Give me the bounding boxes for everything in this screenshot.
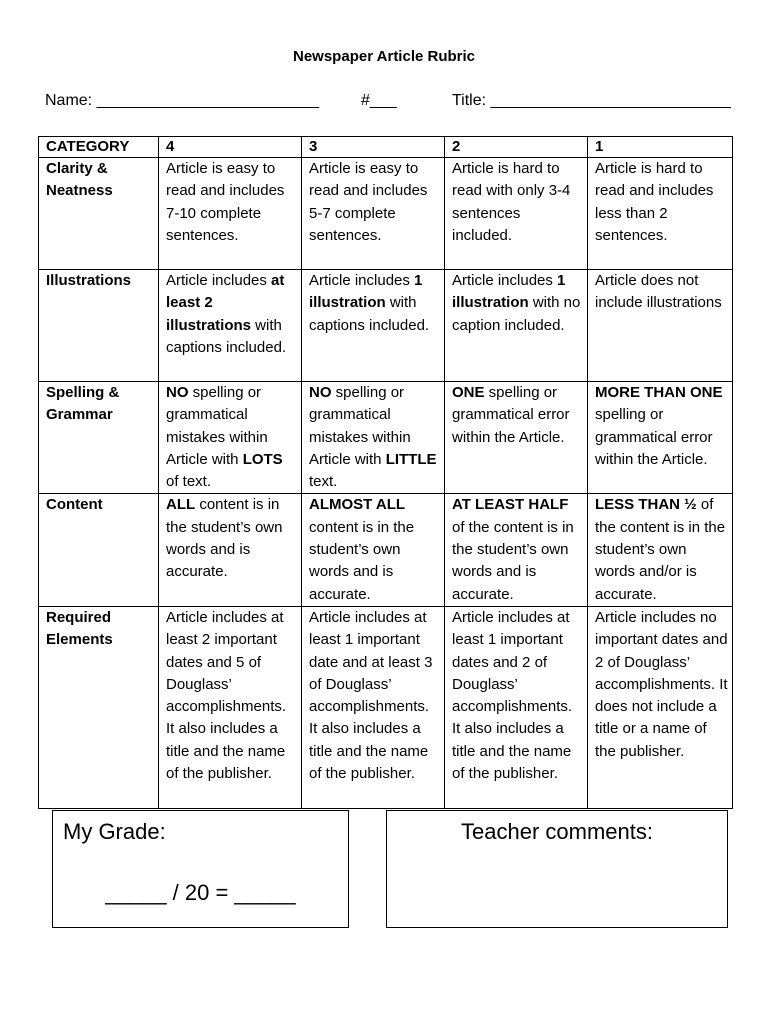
rubric-cell-emphasis: NO [166,384,189,401]
rubric-row [39,494,733,606]
rubric-cell-emphasis: LESS THAN ½ [595,496,697,514]
rubric-cell-text: of the content is in the student’s own words and/or is accurate. [595,496,726,603]
rubric-cell-text: Article includes [166,272,272,289]
rubric-cell-score-1 [588,606,733,808]
rubric-cell-text: spelling or grammatical mistakes within Article with [309,384,411,468]
rubric-cell-text: of the content is in the student’s own words and is accurate. [452,518,574,603]
rubric-cell-score-2 [445,606,588,808]
rubric-cell-score-4 [159,270,302,382]
rubric-cell-score-3 [302,158,445,270]
rubric-cell-text: spelling or grammatical mistakes within Article with [166,384,268,468]
rubric-cell-score-4 [159,494,302,606]
rubric-category-cell: Spelling & Grammar [39,382,159,494]
rubric-cell-text: spelling or grammatical error within the Article. [595,406,713,468]
rubric-cell-emphasis: 1 illustration [452,272,566,312]
rubric-cell-score-3 [302,606,445,808]
rubric-category-cell: Clarity & Neatness [39,158,159,270]
rubric-cell-score-1 [588,270,733,382]
rubric-table [38,136,733,809]
name-field-line: Name: _________________________ [45,92,320,109]
rubric-cell-text: Article includes [309,272,415,289]
title-field-line: Title: ___________________________ [452,92,731,109]
rubric-cell-text: Article includes at least 1 important date and at least 3 of Douglass’ accomplishments. It also includes a title and the name of the publisher. [309,608,433,783]
rubric-cell-score-4 [159,158,302,270]
rubric-cell-text: with captions included. [309,294,430,334]
number-field-line: #___ [361,92,397,109]
rubric-cell-emphasis: LITTLE [385,450,437,468]
rubric-cell-text: Article is hard to read and includes less than 2 sentences. [595,160,714,244]
rubric-cell-text: with no caption included. [452,294,581,334]
rubric-cell-score-3 [302,270,445,382]
rubric-row [39,270,733,382]
rubric-cell-text: with captions included. [166,316,287,356]
teacher-comments-box [386,810,728,928]
my-grade-label: My Grade: [63,819,166,844]
rubric-cell-score-3 [302,382,445,494]
rubric-cell-score-2 [445,382,588,494]
my-grade-box [52,810,349,928]
header-score-1: 1 [588,137,733,158]
rubric-cell-emphasis: AT LEAST HALF [452,496,569,514]
rubric-cell-text: Article includes at least 2 important dates and 5 of Douglass’ accomplishments. It also includes a title and the name of the publisher. [166,608,287,783]
rubric-cell-emphasis: MORE THAN ONE [595,384,723,401]
grade-formula: _____ / 20 = _____ [105,880,296,905]
rubric-cell-text: spelling or grammatical error within the Article. [452,384,570,446]
page-title: Newspaper Article Rubric [293,48,475,65]
rubric-cell-emphasis: LOTS [242,450,283,468]
rubric-cell-text: Article includes [452,272,558,289]
rubric-cell-emphasis: ALL [166,496,196,514]
rubric-cell-score-2 [445,158,588,270]
rubric-cell-score-2 [445,494,588,606]
rubric-cell-text: Article is easy to read and includes 7-10 complete sentences. [166,160,285,244]
teacher-comments-label: Teacher comments: [461,819,653,844]
rubric-row [39,606,733,808]
header-score-2: 2 [445,137,588,158]
rubric-cell-emphasis: NO [309,384,332,401]
rubric-cell-text: Article includes no important dates and 2 of Douglass’ accomplishments. It does not include a title or a name of the publisher. [595,608,728,760]
rubric-cell-text: Article is hard to read with only 3-4 sentences included. [452,160,571,244]
rubric-cell-text: text. [309,473,338,491]
rubric-category-cell: Illustrations [39,270,159,382]
header-category: CATEGORY [39,137,159,158]
rubric-cell-text: Article includes at least 1 important dates and 2 of Douglass’ accomplishments. It also includes a title and the name of the publisher. [452,608,573,783]
rubric-cell-text: of text. [166,473,212,491]
rubric-cell-score-4 [159,606,302,808]
rubric-header-row [39,137,733,158]
rubric-row [39,382,733,494]
rubric-cell-emphasis: ONE [452,384,485,401]
rubric-cell-score-4 [159,382,302,494]
rubric-category-cell: Content [39,494,159,606]
rubric-cell-score-2 [445,270,588,382]
header-score-3: 3 [302,137,445,158]
rubric-cell-text: content is in the student’s own words and is accurate. [309,518,415,603]
rubric-cell-text: Article is easy to read and includes 5-7 complete sentences. [309,160,428,244]
rubric-cell-text: content is in the student’s own words and is accurate. [166,496,283,581]
rubric-cell-score-3 [302,494,445,606]
rubric-cell-score-1 [588,158,733,270]
header-score-4: 4 [159,137,302,158]
rubric-cell-emphasis: ALMOST ALL [309,496,406,514]
rubric-cell-score-1 [588,494,733,606]
rubric-cell-score-1 [588,382,733,494]
rubric-cell-emphasis: at least 2 illustrations [166,272,285,334]
rubric-row [39,158,733,270]
rubric-cell-emphasis: 1 illustration [309,272,423,312]
rubric-category-cell: Required Elements [39,606,159,808]
rubric-cell-text: Article does not include illustrations [595,272,722,312]
